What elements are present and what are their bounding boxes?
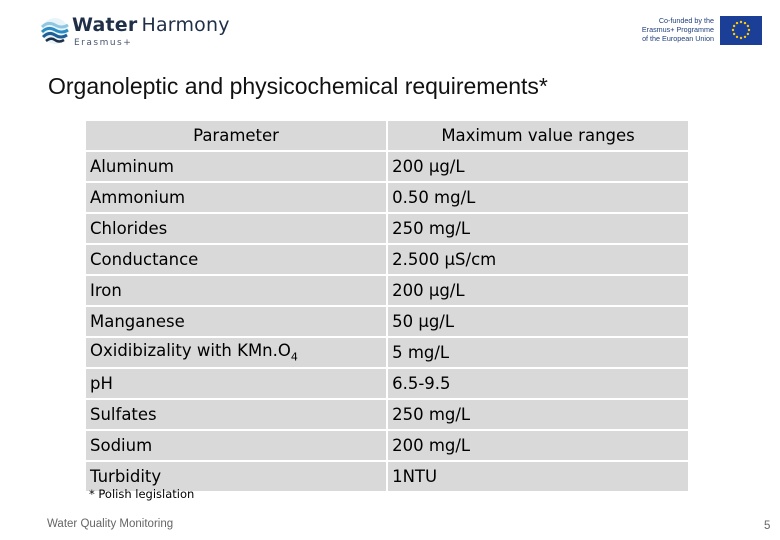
eu-cofunded-badge (620, 16, 760, 48)
eu-text-line-3: of the European Union (642, 34, 714, 43)
parameter-cell: Ammonium (86, 183, 386, 212)
table-row (86, 214, 688, 243)
table-header-row (86, 121, 688, 150)
header-max-value: Maximum value ranges (388, 121, 688, 150)
logo-word-water: Water (72, 14, 138, 36)
parameter-cell: Manganese (86, 307, 386, 336)
parameter-cell: Conductance (86, 245, 386, 274)
value-cell: 5 mg/L (388, 338, 688, 367)
header-parameter: Parameter (86, 121, 386, 150)
table-row (86, 152, 688, 181)
eu-text-line-1: Co-funded by the (658, 16, 714, 25)
table-row (86, 400, 688, 429)
water-harmony-wave-icon (40, 17, 70, 45)
eu-cofunded-text (620, 16, 714, 43)
page-number: 5 (764, 520, 771, 532)
footer-title: Water Quality Monitoring (47, 518, 174, 530)
eu-flag-icon (720, 16, 762, 45)
value-cell: 1NTU (388, 462, 688, 491)
requirements-table (84, 119, 690, 493)
table-row (86, 245, 688, 274)
table-row (86, 338, 688, 367)
logo-wordmark (72, 14, 230, 36)
table-row (86, 307, 688, 336)
slide-title: Organoleptic and physicochemical requirements* (48, 73, 548, 99)
parameter-cell: Turbidity (86, 462, 386, 491)
table-row (86, 369, 688, 398)
value-cell: 50 µg/L (388, 307, 688, 336)
value-cell: 0.50 mg/L (388, 183, 688, 212)
parameter-cell: Chlorides (86, 214, 386, 243)
logo-erasmus-label: Erasmus+ (74, 38, 133, 48)
value-cell: 200 mg/L (388, 431, 688, 460)
value-cell: 250 mg/L (388, 400, 688, 429)
parameter-cell: Aluminum (86, 152, 386, 181)
value-cell: 200 µg/L (388, 152, 688, 181)
parameter-cell: Sulfates (86, 400, 386, 429)
eu-stars-icon (720, 16, 762, 45)
logo-word-harmony: Harmony (141, 14, 230, 36)
parameter-cell: pH (86, 369, 386, 398)
table-row (86, 431, 688, 460)
parameter-cell (86, 338, 386, 367)
value-cell: 6.5-9.5 (388, 369, 688, 398)
parameter-cell: Sodium (86, 431, 386, 460)
value-cell: 200 µg/L (388, 276, 688, 305)
parameter-text: Oxidibizality with KMn.O (90, 341, 291, 361)
water-harmony-logo (40, 14, 240, 50)
table-row (86, 276, 688, 305)
table-row (86, 183, 688, 212)
eu-text-line-2: Erasmus+ Programme (641, 25, 714, 34)
parameter-cell: Iron (86, 276, 386, 305)
value-cell: 250 mg/L (388, 214, 688, 243)
footnote: * Polish legislation (89, 487, 195, 501)
parameter-subscript: 4 (290, 350, 298, 364)
value-cell: 2.500 µS/cm (388, 245, 688, 274)
